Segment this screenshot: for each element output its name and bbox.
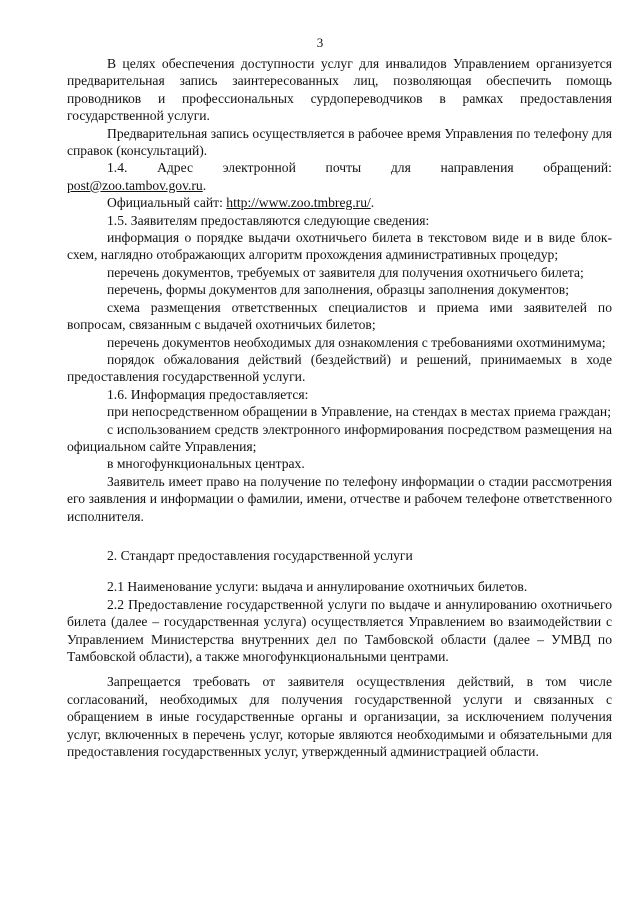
paragraph-email-address: 1.4. Адрес электронной почты для направления обращений: <box>107 160 612 176</box>
paragraph-appeal-procedure: порядок обжалования действий (бездействий) и решений, принимаемых в ходе предоставления государственной услуги. <box>67 351 612 385</box>
paragraph-documents-list: перечень документов, требуемых от заявителя для получения охотничьего билета; <box>107 264 584 280</box>
email-line: post@zoo.tambov.gov.ru. <box>67 177 207 193</box>
paragraph-preliminary-booking: В целях обеспечения доступности услуг для инвалидов Управлением организуется предварительная запись заинтересованных лиц, позволяющая обеспечить помощь проводников и профессиональных сурдопереводчиков в рамках предоставления государственной услуги. <box>67 56 612 124</box>
paragraph-2-2: 2.2 Предоставление государственной услуги по выдаче и аннулированию охотничьего билета (далее – государственная услуга) осуществляется Управлением во взаимодействии с Управлением Министерства внутренних дел по Тамбовской области (далее – УМВД по Тамбовской области), а также многофункциональными центрами. <box>67 596 612 664</box>
page-number: 3 <box>316 35 324 50</box>
paragraph-prohibition: Запрещается требовать от заявителя осуществления действий, в том числе согласований, необходимых для получения государственной услуги и связанных с обращением в иные государственные органы и организации, за исключением получения услуг, включенных в перечень услуг, которые являются необходимыми и обязательными для предоставления государственных услуг, утвержденный администрацией области. <box>67 674 612 760</box>
section-heading: 2. Стандарт предоставления государственной услуги <box>107 547 413 563</box>
paragraph-forms: перечень, формы документов для заполнения, образцы заполнения документов; <box>107 282 569 298</box>
paragraph-direct-contact: при непосредственном обращении в Управление, на стендах в местах приема граждан; <box>107 404 611 420</box>
document-body <box>67 55 612 760</box>
paragraph-specialists-scheme: схема размещения ответственных специалистов и приема ими заявителей по вопросам, связанным с выдачей охотничьих билетов; <box>67 299 612 333</box>
paragraph-1-6: 1.6. Информация предоставляется: <box>107 386 309 402</box>
paragraph-mfc: в многофункциональных центрах. <box>107 456 305 472</box>
paragraph-official-site: Официальный сайт: http://www.zoo.tmbreg.ru/. <box>107 195 375 211</box>
paragraph-2-1: 2.1 Наименование услуги: выдача и аннулирование охотничьих билетов. <box>107 579 528 595</box>
email-link[interactable]: post@zoo.tambov.gov.ru <box>67 177 203 193</box>
paragraph-info-procedure: информация о порядке выдачи охотничьего билета в текстовом виде и в виде блок-схем, наглядно отображающих алгоритм прохождения административных процедур; <box>67 230 612 263</box>
official-site-link[interactable]: http://www.zoo.tmbreg.ru/ <box>226 195 371 211</box>
paragraph-electronic-info: с использованием средств электронного информирования посредством размещения на официальном сайте Управления; <box>67 421 612 454</box>
paragraph-1-5: 1.5. Заявителям предоставляются следующие сведения: <box>107 212 430 228</box>
paragraph-booking-hours: Предварительная запись осуществляется в рабочее время Управления по телефону для справок (консультаций). <box>67 125 612 159</box>
paragraph-applicant-rights: Заявитель имеет право на получение по телефону информации о стадии рассмотрения его заявления и информации о фамилии, имени, отчестве и рабочем телефоне ответственного исполнителя. <box>67 473 612 524</box>
paragraph-hunting-minimum: перечень документов необходимых для ознакомления с требованиями охотминимума; <box>107 334 606 350</box>
